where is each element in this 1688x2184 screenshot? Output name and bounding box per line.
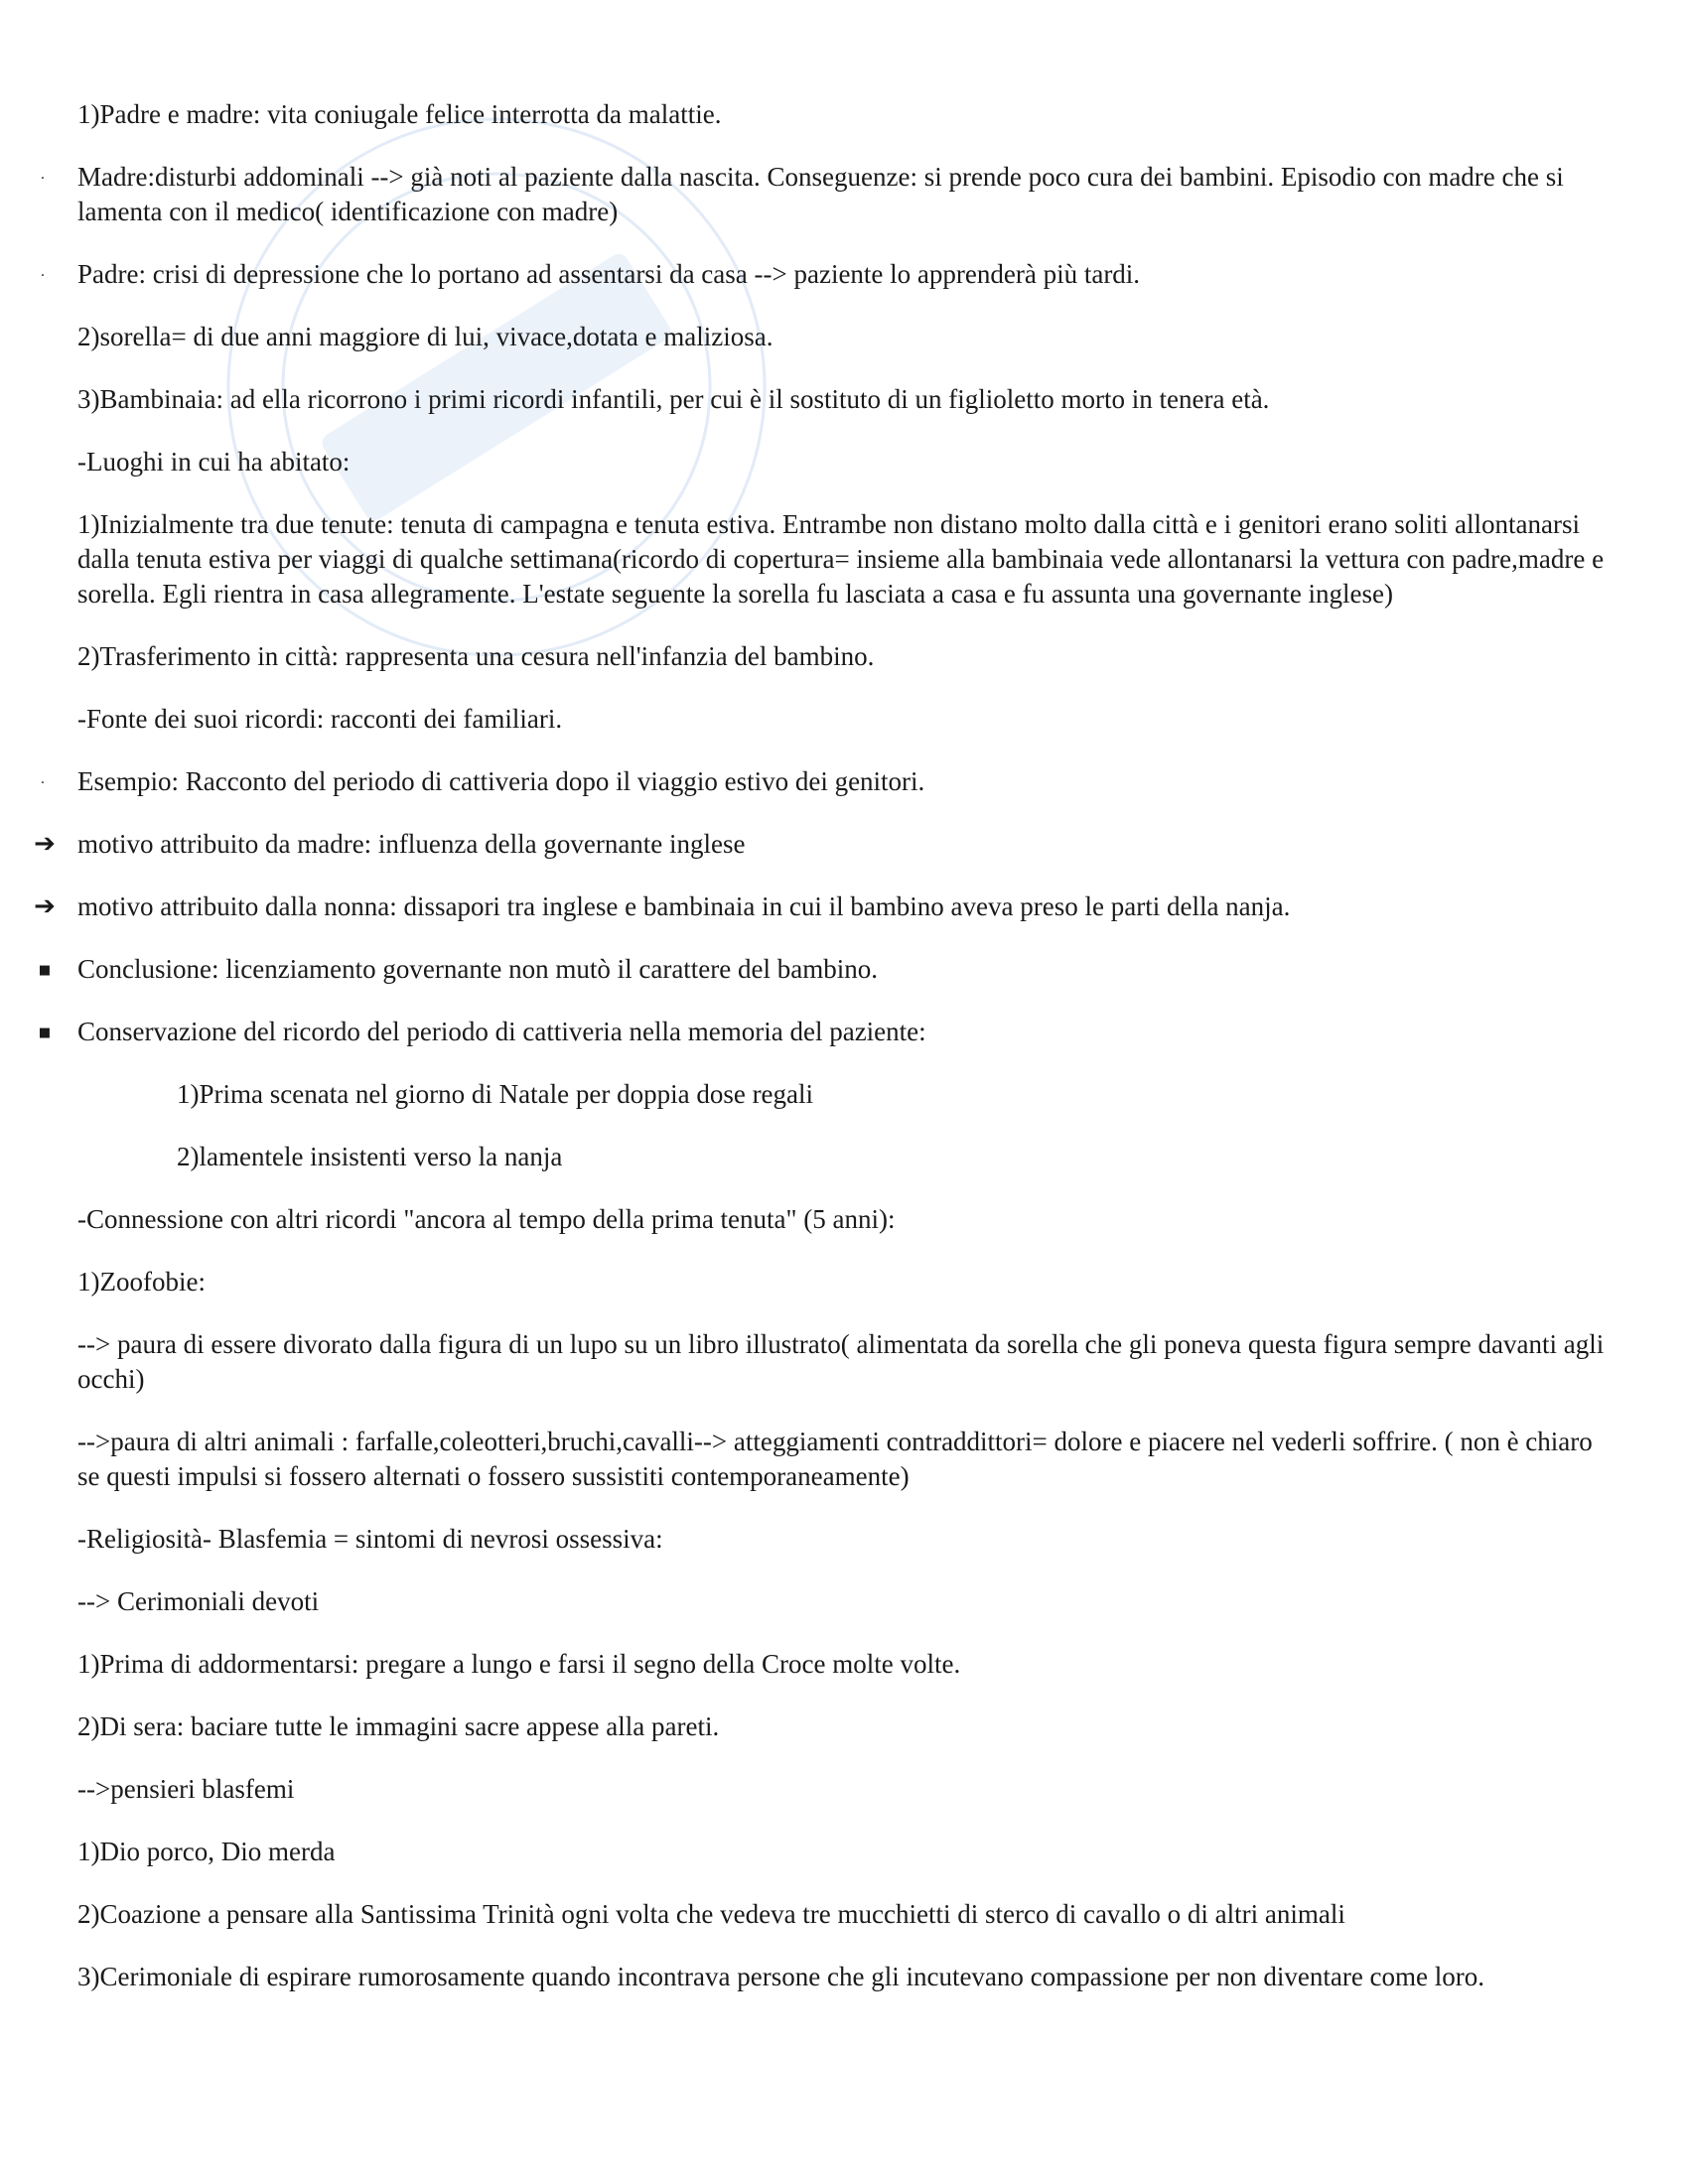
paragraph-text: 1)Dio porco, Dio merda [77,1837,336,1866]
text-paragraph [40,160,1612,229]
text-paragraph [77,1327,1612,1397]
paragraph-text: --> Cerimoniali devoti [77,1586,320,1616]
text-paragraph [77,1647,1612,1682]
document-body [34,97,1612,2022]
text-paragraph [40,764,1612,799]
text-paragraph [77,1265,1612,1299]
paragraph-text: -Luoghi in cui ha abitato: [77,447,351,477]
arrow-bullet-icon: ➔ [34,829,56,859]
text-paragraph [77,1709,1612,1744]
text-paragraph [38,1015,1612,1049]
paragraph-text: -Fonte dei suoi ricordi: racconti dei familiari. [77,704,563,734]
paragraph-text: Padre: crisi di depressione che lo portano ad assentarsi da casa --> paziente lo apprenderà più tardi. [77,259,1141,289]
arrow-bullet-icon: ➔ [34,891,56,921]
paragraph-text: 2)Trasferimento in città: rappresenta una cesura nell'infanzia del bambino. [77,641,875,671]
text-paragraph [77,445,1612,479]
paragraph-text: Esempio: Racconto del periodo di cattiveria dopo il viaggio estivo dei genitori. [77,766,925,796]
text-paragraph [77,507,1612,612]
paragraph-text: 2)Coazione a pensare alla Santissima Trinità ogni volta che vedeva tre mucchietti di sterco di cavallo o di altri animali [77,1899,1345,1929]
dot-bullet-icon: · [40,268,46,284]
text-paragraph [77,320,1612,354]
text-paragraph [77,1584,1612,1619]
dot-bullet-icon: · [40,171,46,187]
text-paragraph [40,257,1612,292]
text-paragraph [77,1772,1612,1807]
text-paragraph [77,1835,1612,1869]
text-paragraph [77,1202,1612,1237]
dot-bullet-icon: · [40,775,46,791]
text-paragraph [77,382,1612,417]
text-paragraph [77,1077,1612,1112]
paragraph-text: -Religiosità- Blasfemia = sintomi di nevrosi ossessiva: [77,1524,663,1554]
paragraph-text: -Connessione con altri ricordi "ancora al tempo della prima tenuta" (5 anni): [77,1204,896,1234]
text-paragraph [77,702,1612,737]
paragraph-text: -->pensieri blasfemi [77,1774,295,1804]
text-paragraph [77,1897,1612,1932]
text-paragraph [77,97,1612,132]
paragraph-text: Conclusione: licenziamento governante non mutò il carattere del bambino. [77,954,878,984]
paragraph-text: 1)Prima scenata nel giorno di Natale per doppia dose regali [177,1079,814,1109]
text-paragraph [77,1425,1612,1494]
paragraph-text: 2)Di sera: baciare tutte le immagini sacre appese alla pareti. [77,1711,720,1741]
text-paragraph [38,952,1612,987]
paragraph-text: motivo attribuito dalla nonna: dissapori tra inglese e bambinaia in cui il bambino aveva preso le parti della nanja. [77,891,1291,921]
paragraph-text: --> paura di essere divorato dalla figura di un lupo su un libro illustrato( alimentata da sorella che gli poneva questa figura sempre davanti agli occhi) [77,1329,1605,1394]
square-bullet-icon: ■ [38,1025,52,1040]
paragraph-text: 3)Bambinaia: ad ella ricorrono i primi ricordi infantili, per cui è il sostituto di un figlioletto morto in tenera età. [77,384,1270,414]
paragraph-text: 1)Inizialmente tra due tenute: tenuta di campagna e tenuta estiva. Entrambe non distano molto dalla città e i genitori erano soliti allontanarsi dalla tenuta estiva per viaggi di qualche settimana(ricordo di copertura= insieme alla bambinaia vede allontanarsi la vettura con padre,madre e sorella. Egli rientra in casa allegramente. L'estate seguente la sorella fu lasciata a casa e fu assunta una governante inglese) [77,509,1605,609]
text-paragraph [34,827,1612,862]
paragraph-text: 1)Prima di addormentarsi: pregare a lungo e farsi il segno della Croce molte volte. [77,1649,961,1679]
text-paragraph [77,1140,1612,1174]
paragraph-text: Madre:disturbi addominali --> già noti al paziente dalla nascita. Conseguenze: si prende poco cura dei bambini. Episodio con madre che si lamenta con il medico( identificazione con madre) [77,162,1564,226]
paragraph-text: 2)lamentele insistenti verso la nanja [177,1142,563,1171]
text-paragraph [77,1522,1612,1557]
paragraph-text: motivo attribuito da madre: influenza della governante inglese [77,829,746,859]
paragraph-text: 2)sorella= di due anni maggiore di lui, vivace,dotata e maliziosa. [77,322,774,351]
paragraph-text: Conservazione del ricordo del periodo di cattiveria nella memoria del paziente: [77,1017,926,1046]
square-bullet-icon: ■ [38,963,52,978]
text-paragraph [77,1960,1612,1994]
paragraph-text: -->paura di altri animali : farfalle,coleotteri,bruchi,cavalli--> atteggiamenti contraddittori= dolore e piacere nel vederli soffrire. ( non è chiaro se questi impulsi si fossero alternati o fossero sussistiti contemporaneamente) [77,1427,1593,1491]
paragraph-text: 3)Cerimoniale di espirare rumorosamente quando incontrava persone che gli incutevano compassione per non diventare come loro. [77,1962,1485,1991]
text-paragraph [77,639,1612,674]
paragraph-text: 1)Padre e madre: vita coniugale felice interrotta da malattie. [77,99,722,129]
text-paragraph [34,889,1612,924]
paragraph-text: 1)Zoofobie: [77,1267,206,1297]
